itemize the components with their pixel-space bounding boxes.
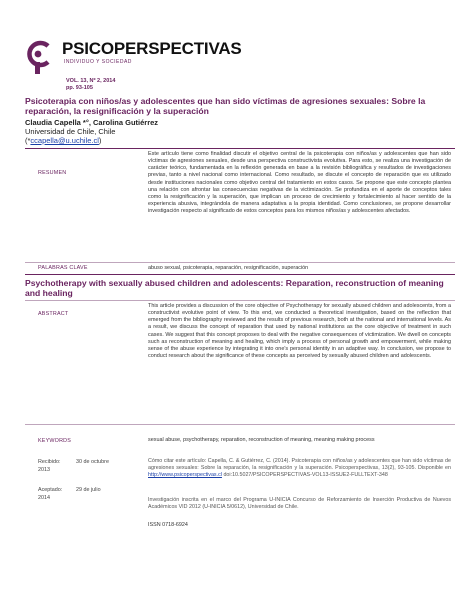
funding-note: Investigación inscrita en el marco del Programa U-INICIA Concurso de Reforzamiento de Inserción Productiva de Nuevos Académicos VID 2012 (U-INICIA 5/0612), Universidad de Chile. [148,497,451,510]
citation-doi: doi:10.5027/PSICOPERSPECTIVAS-VOL13-ISSUE2-FULLTEXT-348 [223,471,388,478]
issn: ISSN 0718-6924 [148,522,188,528]
citation-text: Cómo citar este artículo: Capella, C. & Gutiérrez, C. (2014). Psicoterapia con niños/as y adolescentes que han sido víctimas de agresiones sexuales: Sobre la reparación, la resignificación y la superación. Psicoperspectivas, 13(2), 93-105. Disponible en [148,458,451,471]
email-suffix: ) [98,136,102,145]
divider-top [25,148,455,149]
received-date: 30 de octubre [76,459,109,465]
page-range: pp. 93-105 [66,85,93,91]
palabras-clave-label: PALABRAS CLAVE [38,265,88,271]
contact-email-link[interactable]: ccapella@u.uchile.cl [30,136,99,145]
author-names: Claudia Capella *°, Carolina Gutiérrez [25,118,159,127]
accepted-date: 29 de julio [76,487,101,493]
email-prefix: (* [25,136,31,145]
volume-info [66,78,115,92]
journal-subtitle: INDIVIDUO Y SOCIEDAD [64,59,132,65]
resumen-text: Este artículo tiene como finalidad discutir el objetivo central de la psicoterapia con niños/as y adolescentes que han sido víctimas de agresiones sexuales, desde una perspectiva constructivista evolutiva. Para esto, se realiza una investigación de carácter teórico, fundamentada en la reflexión generada en base a la revisión bibliográfica y resultados de investigaciones previas, tanto a nivel nacional como internacional. Como resultado, se discute el concepto de reparación que es utilizado desde instituciones nacionales como objetivo central del tratamiento en estos casos. Se propone que este concepto plantea una relación con afrontar las consecuencias negativas de la victimización. Se profundiza en el aporte de conceptos tales como la resignificación y la superación, que implican un proceso de crecimiento y fortalecimiento al hacer sentido de la experiencia abusiva, integrándola de manera adaptativa a la propia identidad. Como conclusiones, se propone desarrollar investigación respecto al significado de estos conceptos para los mismos niños/as y adolescentes afectados. [148,151,451,215]
volume-number: VOL. 13, Nº 2, 2014 [66,78,116,84]
keywords-text: sexual abuse, psychotherapy, reparation, reconstruction of meaning, meaning making process [148,437,375,443]
journal-name: PSICOPERSPECTIVAS [62,39,242,58]
affiliation: Universidad de Chile, Chile [25,127,116,136]
journal-url-link[interactable]: http://www.psicoperspectivas.cl [148,471,222,478]
authors [25,118,158,127]
divider-abstract [25,300,455,301]
article-title-es: Psicoterapia con niños/as y adolescentes que han sido víctimas de agresiones sexuales: Sobre la reparación, la resignificación y la superación [25,96,426,116]
received-label: Recibido: [38,459,61,465]
divider-keywords-en [25,424,455,425]
article-title-en: Psychotherapy with sexually abused children and adolescents: Reparation, reconstruction of meaning and healing [25,278,444,298]
divider-keywords-es [25,262,455,263]
abstract-text: This article provides a discussion of the core objective of Psychotherapy for sexually abused children and adolescents, from a constructivist evolutive point of view. To this end, we conducted a theoretical investigation, based on the reflection that emerged from the bibliography reviewed and the results of previous research, both at the national and international levels. As a result, we discuss the concept of reparation that used by national institutions as the core objective of treatment in such cases. We suggest that this concept proposes to deal with the negative consequences of victimization. We dwell on concepts such as reconstruction of meaning and healing, which imply a process of personal growth and empowerment, while making sense of the abuse experience by integrating it into one's personal identity in an adaptive way. In conclusion, we propose to conduct research about the significance of these concepts as perceived by sexually abused children and adolescents. [148,303,451,360]
resumen-label: RESUMEN [38,170,67,176]
journal-logo-icon [26,37,56,77]
citation-block [148,458,451,479]
received-year: 2013 [38,467,50,473]
abstract-label: ABSTRACT [38,311,69,317]
accepted-year: 2014 [38,495,50,501]
accepted-label: Aceptado: [38,487,63,493]
keywords-label: KEYWORDS [38,438,72,444]
palabras-clave-text: abuso sexual, psicoterapia, reparación, resignificación, superación [148,265,309,271]
contact-email-line [25,136,101,145]
divider-english [25,274,455,275]
